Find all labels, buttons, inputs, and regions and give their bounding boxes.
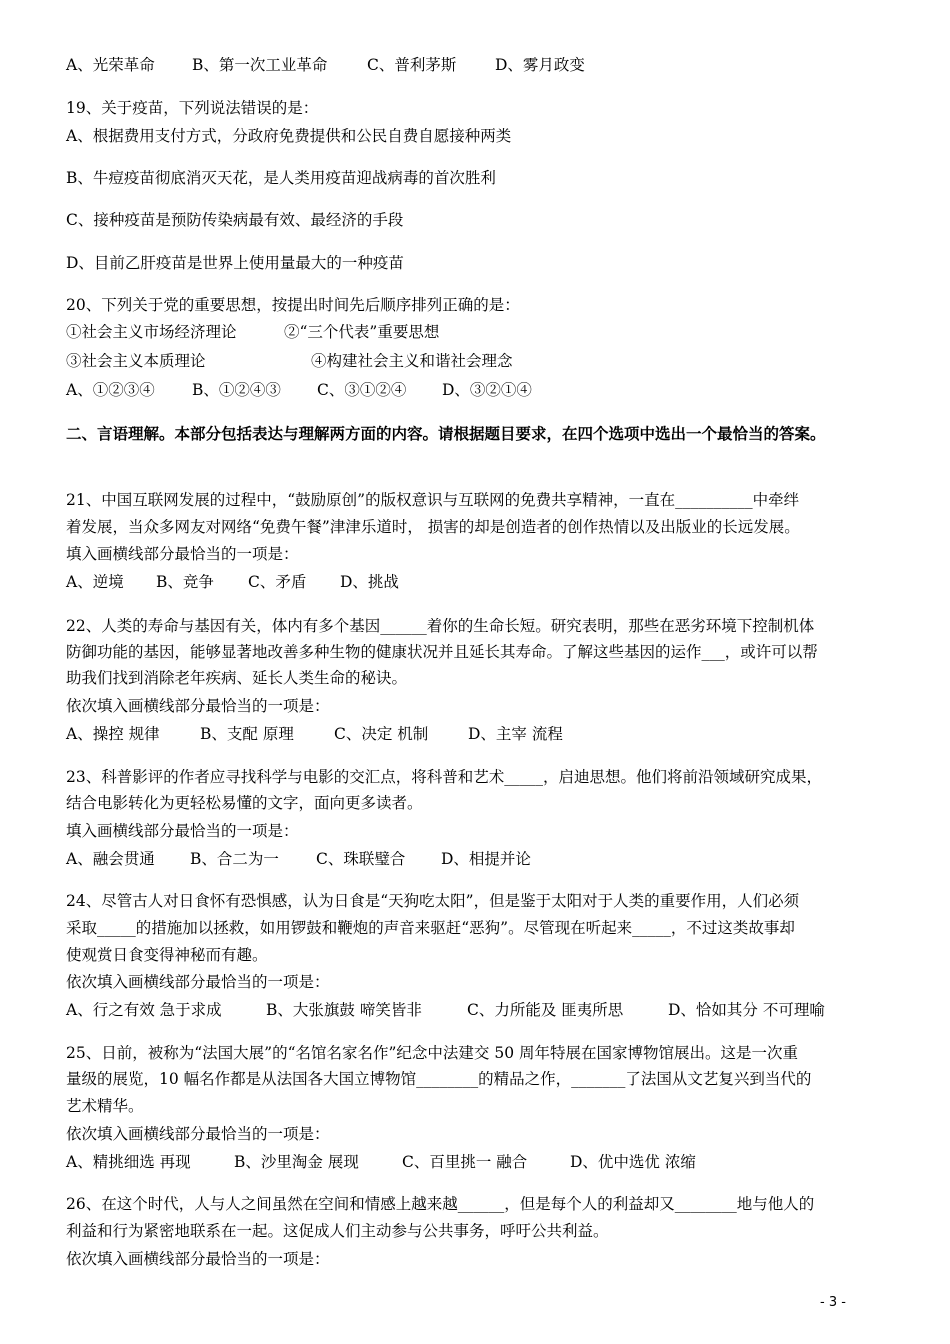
q20-options (66, 380, 532, 400)
q18-options (66, 55, 585, 75)
q23-option-a: A、融会贯通 (66, 850, 155, 868)
q23-option-b: B、合二为一 (190, 850, 279, 868)
q20-option-a: A、①②③④ (66, 381, 155, 399)
q19-option-a: A、根据费用支付方式，分政府免费提供和公民自费自愿接种两类 (66, 127, 512, 145)
q22-line-3: 助我们找到消除老年疾病、延长人类生命的秘诀。 (66, 669, 408, 687)
q18-option-a: A、光荣革命 (66, 56, 155, 74)
q20-option-b: B、①②④③ (192, 381, 281, 399)
q23-option-d: D、相提并论 (441, 850, 531, 868)
q26-line-2: 利益和行为紧密地联系在一起。这促成人们主动参与公共事务，呼吁公共利益。 (66, 1222, 609, 1240)
q20-items-row2 (66, 351, 513, 371)
q19-option-b: B、牛痘疫苗彻底消灭天花，是人类用疫苗迎战病毒的首次胜利 (66, 169, 496, 187)
page-number: - 3 - (820, 1295, 846, 1310)
q20-item-1: ①社会主义市场经济理论 (66, 323, 237, 341)
q19-stem: 19、关于疫苗，下列说法错误的是： (66, 99, 319, 117)
q24-line-2: 采取_____的措施加以拯救，如用锣鼓和鞭炮的声音来驱赶“恶狗”。尽管现在听起来_____，不过这类故事却 (66, 919, 795, 937)
q23-options (66, 849, 531, 869)
q22-option-a: A、操控 规律 (66, 725, 160, 743)
q22-line-2: 防御功能的基因，能够显著地改善多种生物的健康状况并且延长其寿命。了解这些基因的运作___，或许可以帮 (66, 643, 818, 661)
q23-option-c: C、珠联璧合 (316, 850, 406, 868)
q25-line-4: 依次填入画横线部分最恰当的一项是： (66, 1125, 330, 1143)
q22-option-b: B、支配 原理 (200, 725, 294, 743)
q22-line-1: 22、人类的寿命与基因有关，体内有多个基因______着你的生命长短。研究表明，那些在恶劣环境下控制机体 (66, 617, 815, 635)
q25-options (66, 1152, 696, 1172)
q21-line-3: 填入画横线部分最恰当的一项是： (66, 545, 299, 563)
q23-line-3: 填入画横线部分最恰当的一项是： (66, 822, 299, 840)
q18-option-b: B、第一次工业革命 (192, 56, 328, 74)
q20-items-row1 (66, 322, 439, 342)
q25-line-1: 25、日前，被称为“法国大展”的“名馆名家名作”纪念中法建交 50 周年特展在国家博物馆展出。这是一次重 (66, 1044, 798, 1062)
section-heading: 二、言语理解。本部分包括表达与理解两方面的内容。请根据题目要求，在四个选项中选出一个最恰当的答案。 (66, 425, 826, 443)
q20-option-c: C、③①②④ (317, 381, 407, 399)
q18-option-d: D、雾月政变 (495, 56, 585, 74)
q26-line-1: 26、在这个时代，人与人之间虽然在空间和情感上越来越______，但是每个人的利益却又________地与他人的 (66, 1195, 815, 1213)
q19-option-d: D、目前乙肝疫苗是世界上使用量最大的一种疫苗 (66, 254, 404, 272)
q24-option-c: C、力所能及 匪夷所思 (467, 1001, 624, 1019)
q20-stem: 20、下列关于党的重要思想，按提出时间先后顺序排列正确的是： (66, 296, 520, 314)
q20-option-d: D、③②①④ (442, 381, 532, 399)
q24-option-a: A、行之有效 急于求成 (66, 1001, 222, 1019)
q18-option-c: C、普利茅斯 (367, 56, 457, 74)
q23-line-2: 结合电影转化为更轻松易懂的文字，面向更多读者。 (66, 794, 423, 812)
q24-line-4: 依次填入画横线部分最恰当的一项是： (66, 973, 330, 991)
q21-line-1: 21、中国互联网发展的过程中，“鼓励原创”的版权意识与互联网的免费共享精神，一直在__________中牵绊 (66, 491, 800, 509)
q24-option-d: D、恰如其分 不可理喻 (668, 1001, 825, 1019)
q19-option-c: C、接种疫苗是预防传染病最有效、最经济的手段 (66, 211, 404, 229)
q22-option-d: D、主宰 流程 (468, 725, 563, 743)
q24-line-3: 使观赏日食变得神秘而有趣。 (66, 946, 268, 964)
q22-line-4: 依次填入画横线部分最恰当的一项是： (66, 697, 330, 715)
q22-option-c: C、决定 机制 (334, 725, 429, 743)
q23-line-1: 23、科普影评的作者应寻找科学与电影的交汇点，将科普和艺术_____，启迪思想。他们将前沿领域研究成果， (66, 768, 822, 786)
q21-option-a: A、逆境 (66, 573, 124, 591)
q20-item-2: ②“三个代表”重要思想 (284, 323, 440, 341)
q24-line-1: 24、尽管古人对日食怀有恐惧感，认为日食是“天狗吃太阳”，但是鉴于太阳对于人类的重要作用，人们必须 (66, 892, 800, 910)
q22-options (66, 724, 563, 744)
q21-line-2: 着发展，当众多网友对网络“免费午餐”津津乐道时， 损害的却是创造者的创作热情以及出版业的长远发展。 (66, 518, 800, 536)
q20-item-4: ④构建社会主义和谐社会理念 (311, 352, 513, 370)
q25-option-c: C、百里挑一 融合 (402, 1153, 528, 1171)
q21-options (66, 572, 399, 592)
q21-option-c: C、矛盾 (248, 573, 307, 591)
q25-line-3: 艺术精华。 (66, 1097, 144, 1115)
q26-line-3: 依次填入画横线部分最恰当的一项是： (66, 1250, 330, 1268)
q24-options (66, 1000, 825, 1020)
q25-option-d: D、优中选优 浓缩 (570, 1153, 696, 1171)
q25-option-a: A、精挑细选 再现 (66, 1153, 191, 1171)
q24-option-b: B、大张旗鼓 啼笑皆非 (266, 1001, 422, 1019)
q25-line-2: 量级的展览，10 幅名作都是从法国各大国立博物馆________的精品之作，_______了法国从文艺复兴到当代的 (66, 1070, 812, 1088)
q25-option-b: B、沙里淘金 展现 (234, 1153, 359, 1171)
q21-option-d: D、挑战 (340, 573, 399, 591)
q20-item-3: ③社会主义本质理论 (66, 352, 206, 370)
q21-option-b: B、竞争 (156, 573, 214, 591)
